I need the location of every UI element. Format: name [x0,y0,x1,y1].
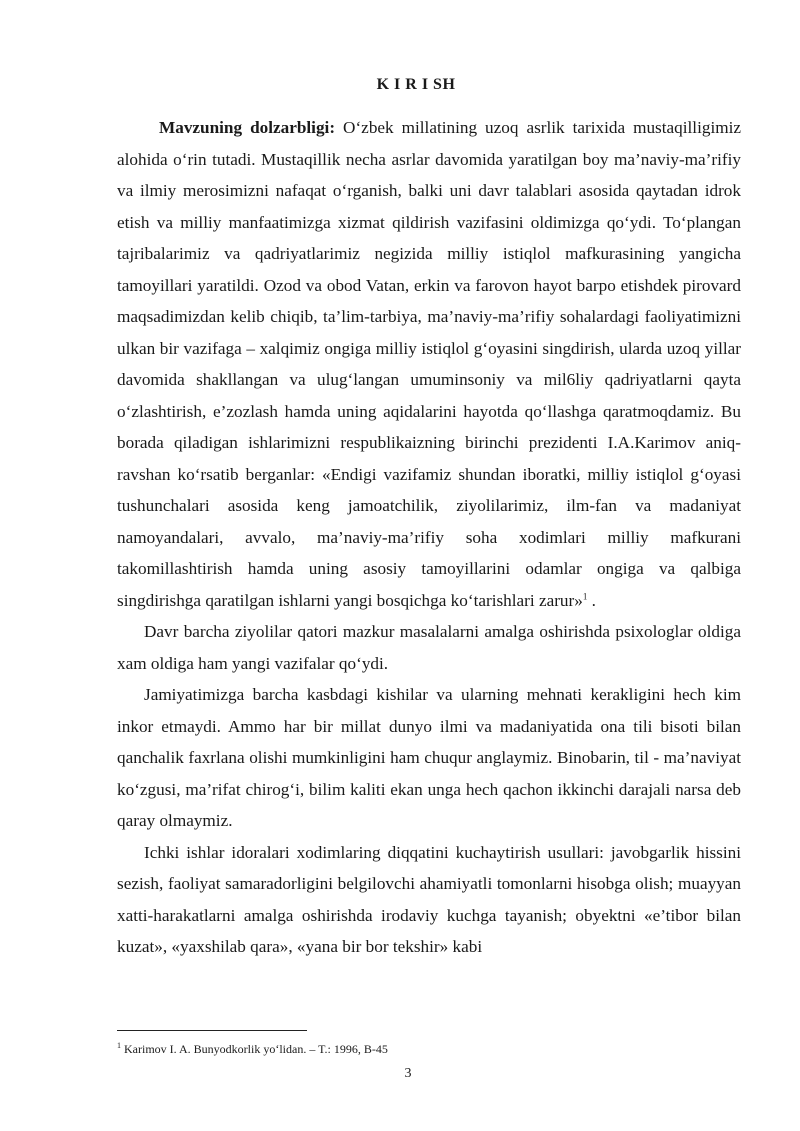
paragraph-tail: . [587,590,596,610]
paragraph: Jamiyatimizga barcha kasbdagi kishilar va ularning mehnati kerakligini hech kim inkor etmaydi. Ammo har bir millat dunyo ilmi va madaniyatida ona tili bisoti bilan qanchalik faxrlana olishi mumkinligini ham chuqur anglaymiz. Binobarin, til - ma’naviyat ko‘zgusi, ma’rifat chirog‘i, bilim kaliti ekan unga hech qachon ikkinchi darajali narsa deb qaray olmaymiz. [117,685,741,830]
section-title: K I R I SH [376,76,456,93]
footnote-divider [117,1030,307,1031]
paragraph-relevance [117,112,741,616]
footnote [117,1041,741,1057]
page-number: 3 [404,1066,412,1081]
paragraph-lead: Mavzuning dolzarbligi: [159,118,336,137]
body-text [117,112,741,963]
footnote-reference[interactable]: 1 [582,590,588,601]
footnote-text: Karimov I. A. Bunyodkorlik yo‘lidan. – T.: 1996, B-45 [121,1042,388,1056]
paragraph: Davr barcha ziyolilar qatori mazkur masalalarni amalga oshirishda psixologlar oldiga xam oldiga ham yangi vazifalar qo‘ydi. [117,622,741,673]
paragraph: Ichki ishlar idoralari xodimlaring diqqatini kuchaytirish usullari: javobgarlik hissini sezish, faoliyat samaradorligini belgilovchi ahamiyatli tomonlarni hisobga olish; muayyan xatti-harakatlarni amalga oshirishda irodaviy kuchga tayanish; obyektni «e’tibor bilan kuzat», «yaxshilab qara», «yana bir bor tekshir» kabi [117,842,741,956]
paragraph-text: O‘zbek millatining uzoq asrlik tarixida mustaqilligimiz alohida o‘rin tutadi. Mustaqillik necha asrlar davomida yaratilgan boy ma’naviy-ma’rifiy va ilmiy merosimizni nafaqat o‘rganish, balki uni davr talablari asosida qaytadan idrok etish va milliy manfaatimizga xizmat qildirish vazifasini oldimizga qo‘ydi. To‘plangan tajribalarimiz va qadriyatlarimiz negizida milliy istiqlol mafkurasining yangicha tamoyillari yaratildi. Ozod va obod Vatan, erkin va farovon hayot barpo etishdek pirovard maqsadimizdan kelib chiqib, ta’lim-tarbiya, ma’naviy-ma’rifiy sohalardagi faoliyatimizni ulkan bir vazifaga – xalqimiz ongiga milliy istiqlol g‘oyasini singdirish, ularda uzoq yillar davomida shakllangan va ulug‘langan umuminsoniy va mil6liy qadriyatlarni qayta o‘zlashtirish, e’zozlash hamda uning aqidalarini hayotda qo‘llashga qaratmoqdamiz. Bu borada qiladigan ishlarimizni respublikaizning birinchi prezidenti I.A.Karimov aniq-ravshan ko‘rsatib berganlar: «Endigi vazifamiz shundan iboratki, milliy istiqlol g‘oyasi tushunchalari asosida keng jamoatchilik, ziyolilarimiz, ilm-fan va madaniyat namoyandalari, avvalo, ma’naviy-ma’rifiy soha xodimlari milliy mafkurani takomillashtirish hamda uning asosiy tamoyillarini odamlar ongiga va qalbiga singdirishga qaratilgan ishlarni yangi bosqichga ko‘tarishlari zarur» [117,118,741,610]
footnote-number: 1 [117,1041,121,1050]
